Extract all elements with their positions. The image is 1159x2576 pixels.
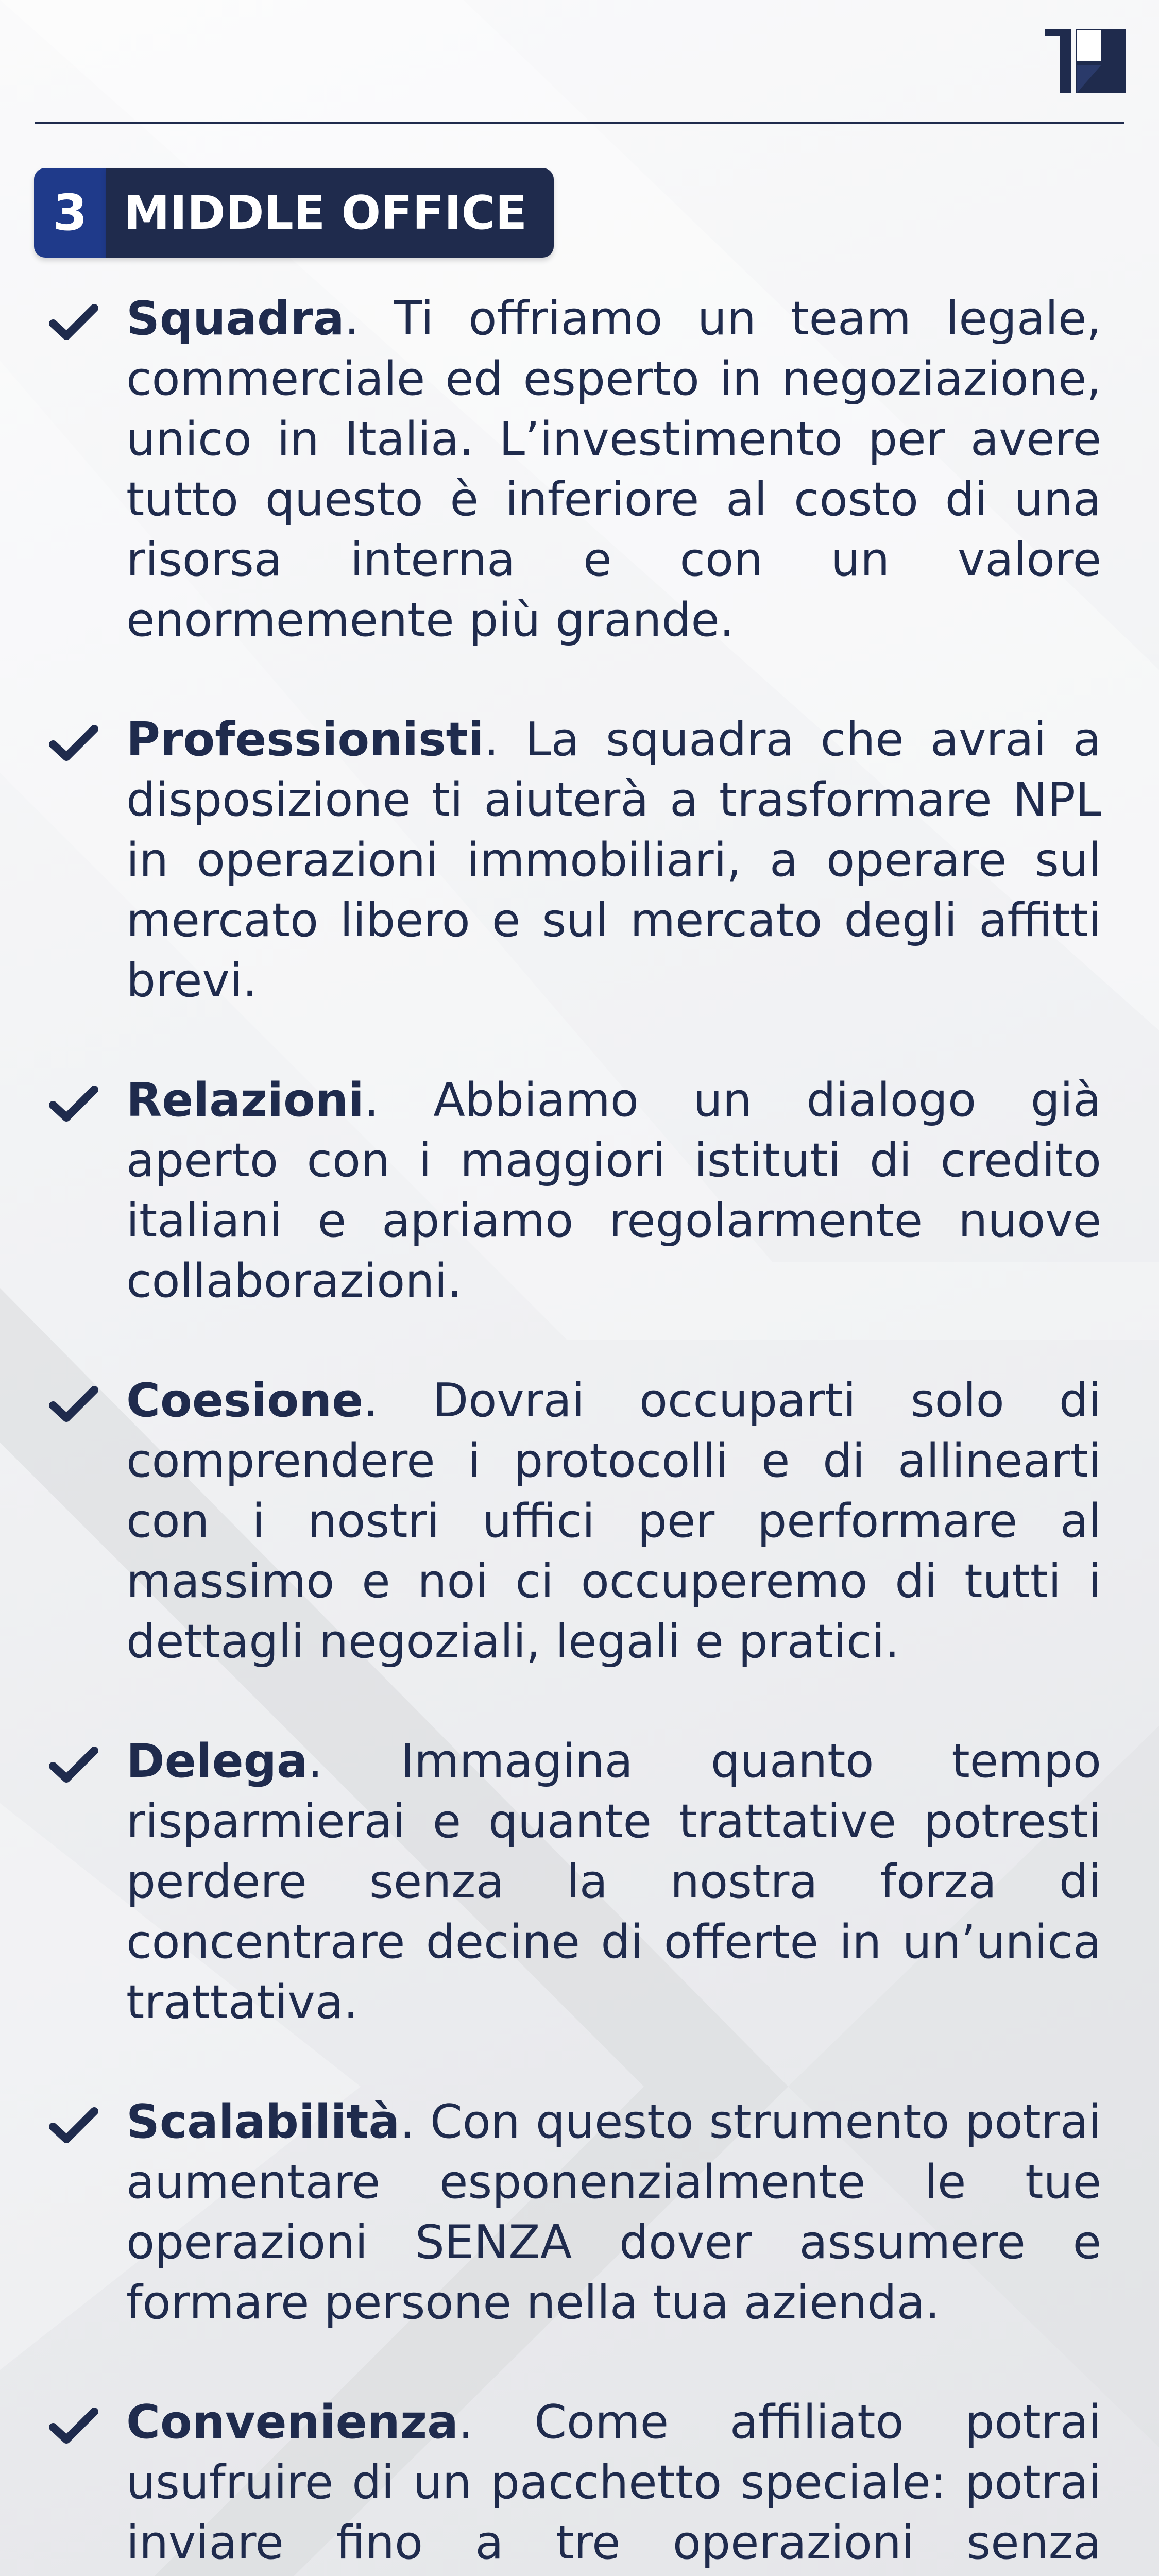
list-item-term: Scalabilità: [126, 2095, 400, 2149]
list-item-description: . Ti offriamo un team legale, commerciale ed esperto in negoziazione, unico in Italia. L’investimento per avere tutto questo è inferiore al costo di una risorsa interna e con un valore enormemente più grande.: [126, 292, 1101, 647]
checkmark-icon: [49, 1745, 98, 1785]
list-item-description: . Con questo strumento potrai aumentare esponenzialmente le tue operazioni SENZA dover assumere e formare persone nella tua azienda.: [126, 2095, 1101, 2330]
list-item: [0, 709, 1159, 1011]
list-item-term: Squadra: [126, 292, 345, 346]
checkmark-icon: [49, 724, 98, 763]
list-item: [0, 289, 1159, 650]
list-item-description: . Dovrai occuparti solo di comprendere i protocolli e di allinearti con i nostri uffici per performare al massimo e noi ci occuperemo di tutti i dettagli negoziali, legali e pratici.: [126, 1374, 1101, 1669]
list-item: [0, 2092, 1159, 2333]
checkmark-icon: [49, 2406, 98, 2446]
list-item: [0, 1731, 1159, 2032]
list-item-text: [126, 1731, 1101, 2032]
list-item-text: [126, 1070, 1101, 1311]
section-header: [34, 168, 554, 258]
list-item-term: Relazioni: [126, 1073, 364, 1127]
section-number: 3: [34, 168, 106, 258]
checkmark-icon: [49, 303, 98, 342]
list-item: [0, 2392, 1159, 2576]
list-item-description: . Abbiamo un dialogo già aperto con i maggiori istituti di credito italiani e apriamo regolarmente nuove collaborazioni.: [126, 1073, 1101, 1308]
checkmark-icon: [49, 1385, 98, 1424]
list-item-text: [126, 709, 1101, 1011]
list-item-text: [126, 289, 1101, 650]
checkmark-icon: [49, 1084, 98, 1124]
header-divider: [35, 122, 1124, 124]
list-item-description: . Immagina quanto tempo risparmierai e quante trattative potresti perdere senza la nostra forza di concentrare decine di offerte in un’unica trattativa.: [126, 1734, 1101, 2029]
benefits-list: [0, 289, 1159, 2576]
brand-logo-icon: [1045, 29, 1126, 93]
list-item-text: [126, 1370, 1101, 1672]
list-item-term: Professionisti: [126, 713, 484, 767]
checkmark-icon: [49, 2106, 98, 2145]
list-item-term: Convenienza: [126, 2395, 458, 2449]
list-item-description: . Come affiliato potrai usufruire di un pacchetto speciale: potrai inviare fino a tre operazioni senza: [126, 2395, 1101, 2570]
list-item-text: [126, 2092, 1101, 2333]
list-item-text: [126, 2392, 1101, 2576]
list-item: [0, 1370, 1159, 1672]
list-item-description: . La squadra che avrai a disposizione ti aiuterà a trasformare NPL in operazioni immobiliari, a operare sul mercato libero e sul mercato degli affitti brevi.: [126, 713, 1101, 1008]
list-item-term: Coesione: [126, 1374, 364, 1428]
section-title: MIDDLE OFFICE: [106, 168, 554, 258]
list-item-term: Delega: [126, 1734, 308, 1788]
list-item: [0, 1070, 1159, 1311]
